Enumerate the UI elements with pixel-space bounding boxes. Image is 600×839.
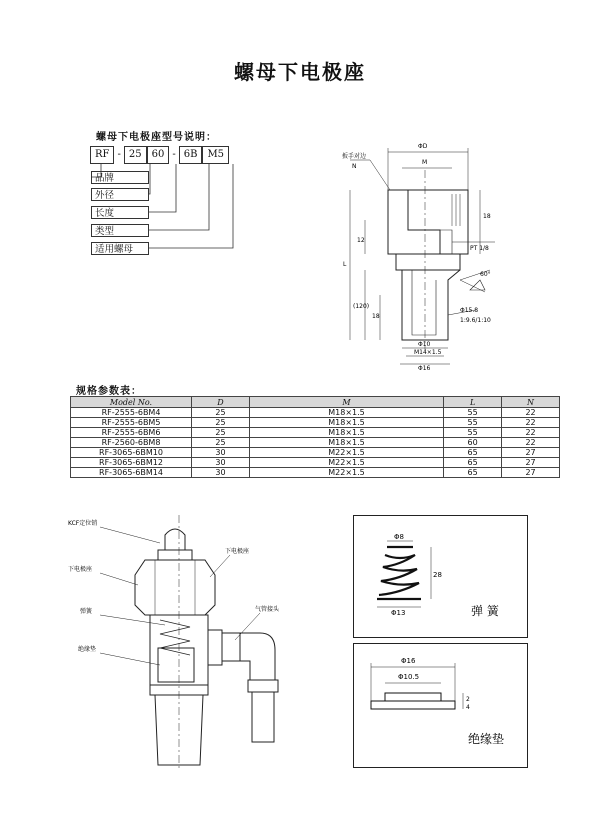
col-model: Model No. xyxy=(71,397,192,408)
lbl-insulation: 绝缘垫 xyxy=(78,646,97,653)
cell-d: 30 xyxy=(192,468,250,478)
spring-d8: Φ8 xyxy=(394,533,404,541)
cell-n: 22 xyxy=(502,438,560,448)
cell-model: RF-2555-6BM6 xyxy=(71,428,192,438)
cell-d: 30 xyxy=(192,448,250,458)
spring-box xyxy=(353,515,528,638)
cell-m: M18×1.5 xyxy=(249,438,443,448)
assembly-drawing xyxy=(60,515,330,775)
cell-d: 25 xyxy=(192,408,250,418)
cell-l: 55 xyxy=(444,428,502,438)
cell-l: 55 xyxy=(444,408,502,418)
col-l: L xyxy=(444,397,502,408)
lbl-d: ΦD xyxy=(418,143,428,150)
lbl-h120: (120) xyxy=(353,303,370,310)
code-length: 60 xyxy=(147,146,170,164)
lbl-h12: 12 xyxy=(357,237,365,244)
cell-d: 25 xyxy=(192,438,250,448)
cell-l: 65 xyxy=(444,468,502,478)
table-row xyxy=(71,438,560,448)
cell-l: 65 xyxy=(444,458,502,468)
code-diameter: 25 xyxy=(124,146,147,164)
table-row xyxy=(71,448,560,458)
cell-m: M22×1.5 xyxy=(249,448,443,458)
lbl-angle: 60° xyxy=(480,271,491,278)
cell-l: 65 xyxy=(444,448,502,458)
col-n: N xyxy=(502,397,560,408)
pad-h4: 4 xyxy=(466,704,470,711)
cell-l: 55 xyxy=(444,418,502,428)
table-row xyxy=(71,468,560,478)
lbl-spring: 弹簧 xyxy=(80,608,93,615)
code-nut: M5 xyxy=(202,146,229,164)
table-row xyxy=(71,428,560,438)
legend-diameter: 外径 xyxy=(91,188,149,201)
insulation-pad-box xyxy=(353,643,528,768)
col-m: M xyxy=(249,397,443,408)
cell-n: 22 xyxy=(502,408,560,418)
lbl-d10: Φ10 xyxy=(418,341,431,348)
spec-heading: 规格参数表： xyxy=(76,386,142,397)
pad-h2: 2 xyxy=(466,696,470,703)
cell-l: 60 xyxy=(444,438,502,448)
cell-model: RF-3065-6BM12 xyxy=(71,458,192,468)
col-d: D xyxy=(192,397,250,408)
cell-d: 25 xyxy=(192,428,250,438)
page-title: 螺母下电极座 xyxy=(234,60,366,84)
lbl-lower-base: 下电极座 xyxy=(68,566,93,573)
lbl-wrench: 扳手对边 xyxy=(342,153,367,160)
spring-d13: Φ13 xyxy=(391,609,406,617)
code-sep: - xyxy=(172,149,176,160)
table-row xyxy=(71,408,560,418)
lbl-taper2: 1:9.6/1:10 xyxy=(460,317,491,324)
cell-m: M18×1.5 xyxy=(249,418,443,428)
lbl-h18: 18 xyxy=(483,213,491,220)
legend-brand: 品牌 xyxy=(91,171,149,184)
cell-d: 25 xyxy=(192,418,250,428)
cell-m: M18×1.5 xyxy=(249,408,443,418)
cell-m: M22×1.5 xyxy=(249,458,443,468)
cell-n: 22 xyxy=(502,428,560,438)
table-row xyxy=(71,418,560,428)
cell-model: RF-3065-6BM14 xyxy=(71,468,192,478)
cell-n: 27 xyxy=(502,458,560,468)
legend-length: 长度 xyxy=(91,206,149,219)
cell-model: RF-3065-6BM10 xyxy=(71,448,192,458)
cell-model: RF-2555-6BM4 xyxy=(71,408,192,418)
cell-n: 27 xyxy=(502,448,560,458)
cell-model: RF-2555-6BM5 xyxy=(71,418,192,428)
code-sep: - xyxy=(117,149,121,160)
lbl-taper1: Φ15.8 xyxy=(460,307,479,314)
lbl-lower-base2: 下电极座 xyxy=(225,548,250,555)
spec-table xyxy=(70,396,560,478)
lbl-m: M xyxy=(422,159,428,166)
cell-m: M18×1.5 xyxy=(249,428,443,438)
legend-type: 类型 xyxy=(91,224,149,237)
cell-n: 22 xyxy=(502,418,560,428)
lbl-pt: PT 1/8 xyxy=(470,245,489,252)
lbl-kcf-pin: KCF定位销 xyxy=(68,520,98,527)
spec-header-row xyxy=(71,397,560,408)
pad-d16: Φ16 xyxy=(401,657,416,665)
spring-caption: 弹 簧 xyxy=(471,604,499,618)
code-brand: RF xyxy=(90,146,114,164)
lbl-air-joint: 气管接头 xyxy=(255,606,280,613)
lbl-l: L xyxy=(343,261,347,268)
pad-d105: Φ10.5 xyxy=(398,673,420,681)
spring-h28: 28 xyxy=(433,571,442,579)
cell-d: 30 xyxy=(192,458,250,468)
table-row xyxy=(71,458,560,468)
lbl-h18b: 18 xyxy=(372,313,380,320)
dimension-drawing xyxy=(320,130,550,375)
lbl-m14: M14×1.5 xyxy=(414,349,442,356)
code-type: 6B xyxy=(179,146,203,164)
pad-caption: 绝缘垫 xyxy=(468,732,505,746)
legend-nut: 适用螺母 xyxy=(91,242,149,255)
cell-model: RF-2560-6BM8 xyxy=(71,438,192,448)
cell-m: M22×1.5 xyxy=(249,468,443,478)
model-explain-heading: 螺母下电极座型号说明： xyxy=(96,132,217,143)
lbl-n: N xyxy=(352,163,357,170)
cell-n: 27 xyxy=(502,468,560,478)
lbl-d16: Φ16 xyxy=(418,365,431,372)
